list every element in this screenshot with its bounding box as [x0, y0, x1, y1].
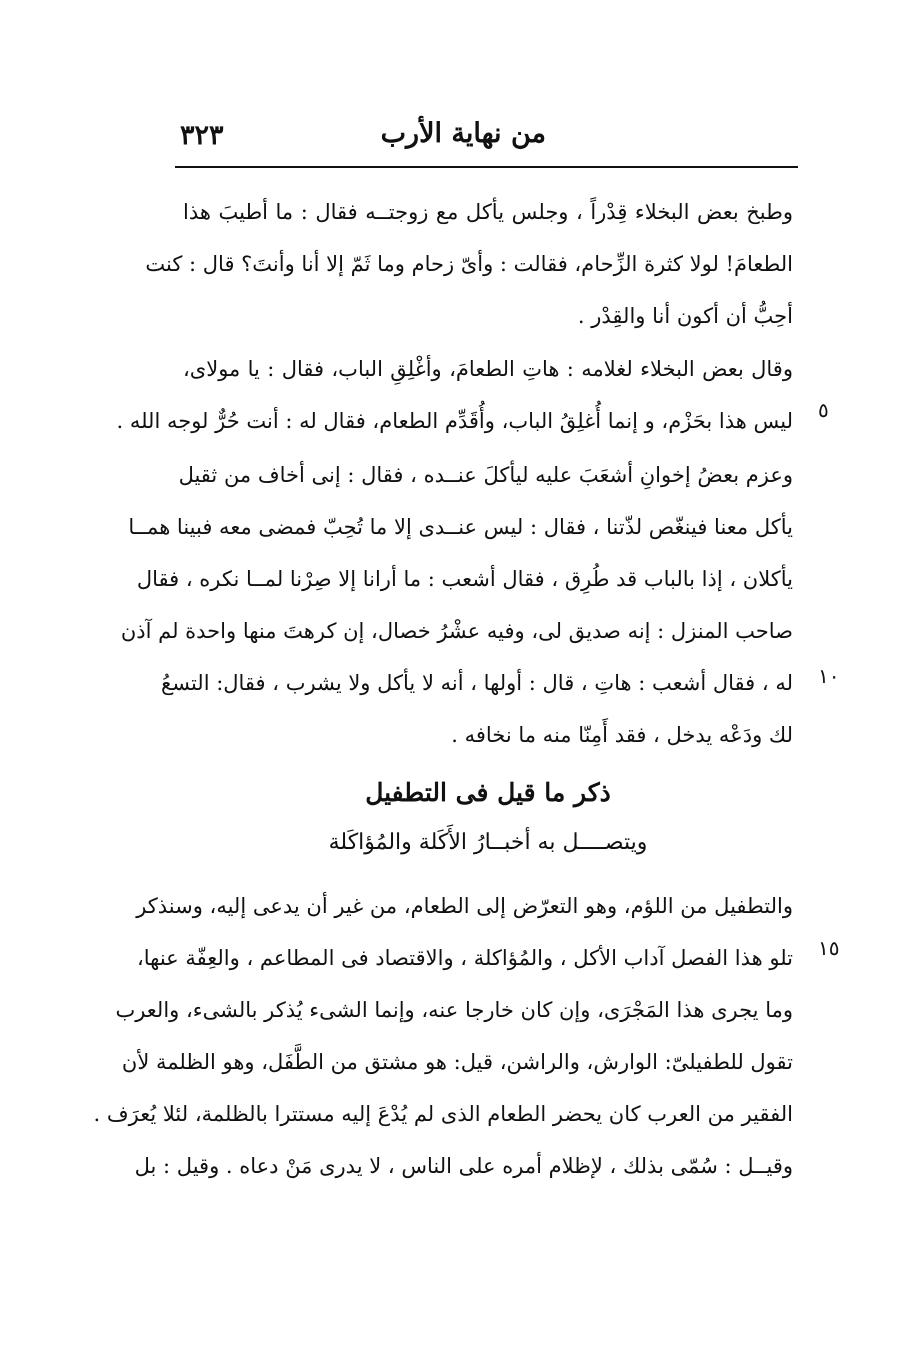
- margin-line-number: ١٠: [818, 664, 840, 688]
- text-line: والتطفيل من اللؤم، وهو التعرّض إلى الطعام، من غير أن يدعى إليه، وسنذكر: [136, 894, 793, 918]
- text-line: لك ودَعْه يدخل ، فقد أَمِنّا منه ما نخافه .: [451, 723, 793, 747]
- text-line: وقيــل : سُمّى بذلك ، لإظلام أمره على الناس ، لا يدرى مَنْ دعاه . وقيل : بل: [134, 1154, 793, 1178]
- text-line: وما يجرى هذا المَجْرَى، وإن كان خارجا عنه، وإنما الشىء يُذكر بالشىء، والعرب: [115, 998, 793, 1022]
- margin-line-number: ٥: [818, 398, 829, 422]
- text-line: يأكل معنا فينغّص لذّتنا ، فقال : ليس عنــدى إلا ما تُحِبّ فمضى معه فبينا همــا: [128, 515, 793, 539]
- text-line: يأكلان ، إذا بالباب قد طُرِق ، فقال أشعب : ما أرانا إلا صِرْنا لمــا نكره ، فقال: [136, 567, 793, 591]
- text-line: وقال بعض البخلاء لغلامه : هاتِ الطعامَ، وأغْلِقِ الباب، فقال : يا مولاى،: [183, 357, 793, 381]
- text-line: الفقير من العرب كان يحضر الطعام الذى لم يُدْعَ إليه مستترا بالظلمة، لئلا يُعرَف .: [93, 1102, 793, 1126]
- text-line: الطعامَ! لولا كثرة الزِّحام، فقالت : وأىّ زحام وما ثَمّ إلا أنا وأنتَ؟ قال : كنت: [145, 252, 793, 276]
- text-line: صاحب المنزل : إنه صديق لى، وفيه عشْرُ خصال، إن كرهتَ منها واحدة لم آذن: [120, 619, 793, 643]
- text-line: وطبخ بعض البخلاء قِدْراً ، وجلس يأكل مع زوجتــه فقال : ما أطيبَ هذا: [183, 200, 793, 224]
- section-subheading: ويتصــــل به أخبــارُ الأَكَلة والمُؤاكَلة: [328, 830, 648, 855]
- header-divider: [175, 166, 798, 168]
- text-line: تقول للطفيلىّ: الوارش، والراشن، قيل: هو مشتق من الطَّفَل، وهو الظلمة لأن: [121, 1050, 793, 1074]
- text-line: ليس هذا بحَزْم، و إنما أُغلِقُ الباب، وأُقَدِّم الطعام، فقال له : أنت حُرٌّ لوجه الله .: [116, 409, 793, 433]
- text-line: أحِبُّ أن أكون أنا والقِدْر .: [577, 304, 793, 328]
- text-line: تلو هذا الفصل آداب الأكل ، والمُؤاكلة ، والاقتصاد فى المطاعم ، والعِفّة عنها،: [136, 946, 793, 970]
- running-header-title: من نهاية الأرب: [380, 118, 546, 149]
- text-line: له ، فقال أشعب : هاتِ ، قال : أولها ، أنه لا يأكل ولا يشرب ، فقال: التسعُ: [161, 671, 793, 695]
- text-line: وعزم بعضُ إخوانِ أشعَبَ عليه ليأكلَ عنــده ، فقال : إنى أخاف من ثقيل: [178, 463, 793, 487]
- margin-line-number: ١٥: [818, 936, 840, 960]
- section-heading: ذكر ما قيل فى التطفيل: [365, 778, 611, 807]
- page-number: ٣٢٣: [180, 120, 224, 151]
